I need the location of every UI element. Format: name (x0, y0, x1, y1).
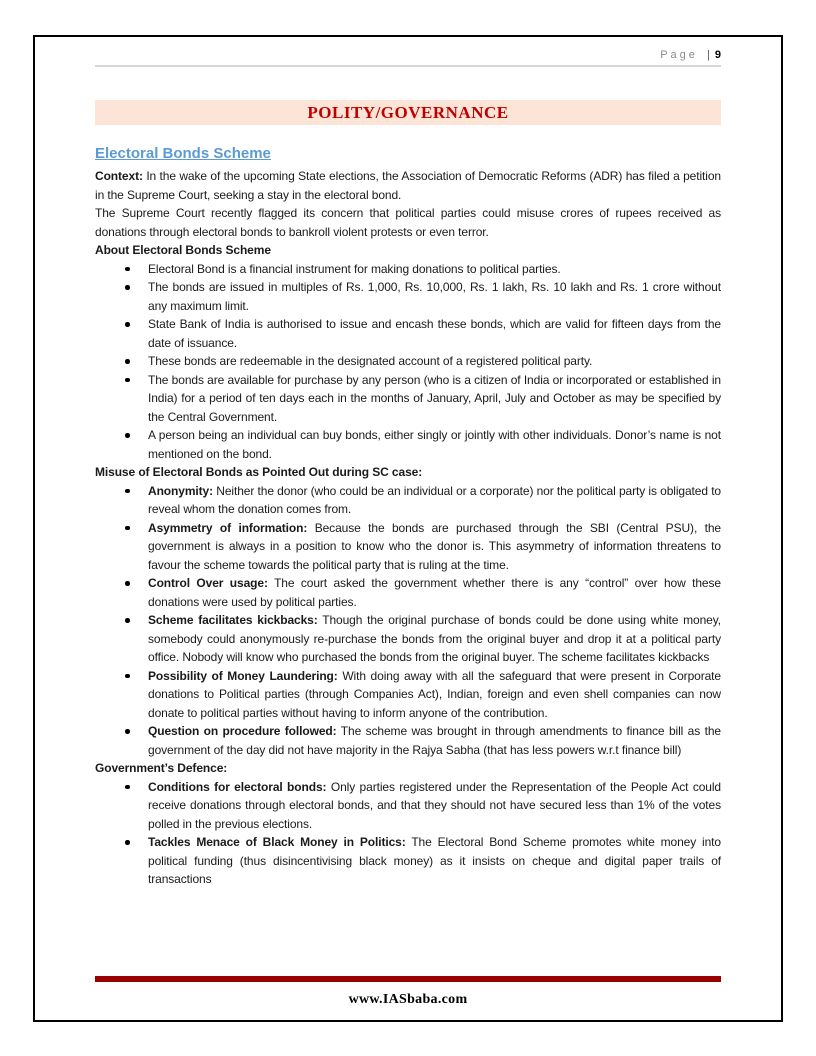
bullet-item (148, 722, 721, 759)
bullet-list (95, 778, 721, 889)
bullet-text: A person being an individual can buy bonds, either singly or jointly with other individuals. Donor’s name is not mentioned on the bond. (148, 428, 721, 461)
bullet-text: Only parties registered under the Representation of the People Act could receive donations through electoral bonds, and that they should not have secured less than 1% of the votes polled in the previous elections. (148, 779, 722, 831)
bullet-lead: Tackles Menace of Black Money in Politics: (148, 835, 406, 849)
page-separator: | (706, 49, 710, 61)
context-paragraph (95, 167, 721, 204)
bullet-text: The scheme was brought in through amendments to finance bill as the government of the day did not have majority in the Rajya Sabha (that has less powers w.r.t finance bill) (148, 724, 721, 757)
bullet-text: Because the bonds are purchased through the SBI (Central PSU), the government is always in a position to know who the donor is. This asymmetry of information threatens to favour the scheme towards the political party that is ruling at the time. (148, 520, 721, 572)
bullet-list (95, 482, 721, 760)
footer-rule (95, 976, 721, 982)
bullet-lead: Scheme facilitates kickbacks: (148, 613, 318, 627)
bullet-item (148, 667, 721, 723)
bullet-item (148, 352, 721, 371)
bullet-lead: Possibility of Money Laundering: (148, 668, 338, 683)
context-text: In the wake of the upcoming State elections, the Association of Democratic Reforms (ADR) has filed a petition in the Supreme Court, seeking a stay in the electoral bond. (95, 169, 722, 202)
bullet-list (95, 260, 721, 464)
page-footer (95, 976, 721, 1008)
bullet-item (148, 426, 721, 463)
page-border-frame (33, 35, 783, 1022)
bullet-text: These bonds are redeemable in the designated account of a registered political party. (148, 354, 593, 368)
footer-website: www.IASbaba.com (348, 992, 468, 1007)
banner-title: POLITY/GOVERNANCE (307, 103, 509, 122)
bullet-text: The bonds are available for purchase by any person (who is a citizen of India or incorporated or established in India) for a period of ten days each in the months of January, April, July and October as may be specified by the Central Government. (148, 372, 721, 424)
bullet-item (148, 778, 721, 834)
section-heading: About Electoral Bonds Scheme (95, 243, 271, 257)
bullet-text: Though the original purchase of bonds could be done using white money, somebody could anonymously re-purchase the bonds from the original buyer and drop it at a political party office. Nobody will know who purchased the bonds from the original buyer. The scheme facilitates kickbacks (148, 613, 721, 664)
bullet-text: State Bank of India is authorised to issue and encash these bonds, which are valid for fifteen days from the date of issuance. (148, 317, 721, 350)
bullet-item (148, 519, 721, 575)
context-lead: Context: (95, 169, 143, 183)
bullet-item (148, 260, 721, 279)
article-body (95, 167, 721, 889)
bullet-item (148, 371, 721, 427)
section-heading: Government’s Defence: (95, 761, 228, 775)
bullet-item (148, 278, 721, 315)
article-sections (95, 241, 721, 889)
bullet-lead: Conditions for electoral bonds: (148, 779, 327, 794)
bullet-item (148, 574, 721, 611)
section-heading: Misuse of Electoral Bonds as Pointed Out during SC case: (95, 465, 423, 479)
page-header (95, 47, 721, 67)
page-number: 9 (714, 49, 721, 61)
bullet-text: With doing away with all the safeguard that were present in Corporate donations to Political parties (through Companies Act), Indian, foreign and even shell companies can now donate to political parties without having to inform anyone of the contribution. (148, 668, 721, 720)
bullet-text: The bonds are issued in multiples of Rs. 1,000, Rs. 10,000, Rs. 1 lakh, Rs. 10 lakh and Rs. 1 crore without any maximum limit. (148, 280, 721, 313)
page-content (35, 37, 781, 889)
bullet-lead: Control Over usage: (148, 576, 268, 590)
bullet-item (148, 833, 721, 889)
context-paragraph-2 (95, 204, 721, 241)
bullet-item (148, 482, 721, 519)
bullet-lead: Anonymity: (148, 483, 214, 498)
bullet-text: The court asked the government whether there is any “control” over how these donations were used by political parties. (148, 576, 721, 609)
bullet-text: Neither the donor (who could be an individual or a corporate) nor the political party is obligated to reveal whom the donation comes from. (148, 483, 721, 516)
bullet-item (148, 315, 721, 352)
bullet-lead: Asymmetry of information: (148, 520, 308, 535)
section-banner (95, 100, 721, 125)
bullet-text: Electoral Bond is a financial instrument for making donations to political parties. (148, 261, 561, 276)
bullet-text: The Electoral Bond Scheme promotes white money into political funding (thus disincentivising black money) as it insists on cheque and digital paper trails of transactions (148, 835, 721, 886)
bullet-item (148, 611, 721, 667)
article-heading-link[interactable]: Electoral Bonds Scheme (95, 145, 271, 162)
bullet-lead: Question on procedure followed: (148, 724, 337, 738)
context-text-2: The Supreme Court recently flagged its concern that political parties could misuse crores of rupees received as donations through electoral bonds to bankroll violent protests or even terror. (95, 206, 721, 239)
page-label: Page (660, 49, 698, 61)
